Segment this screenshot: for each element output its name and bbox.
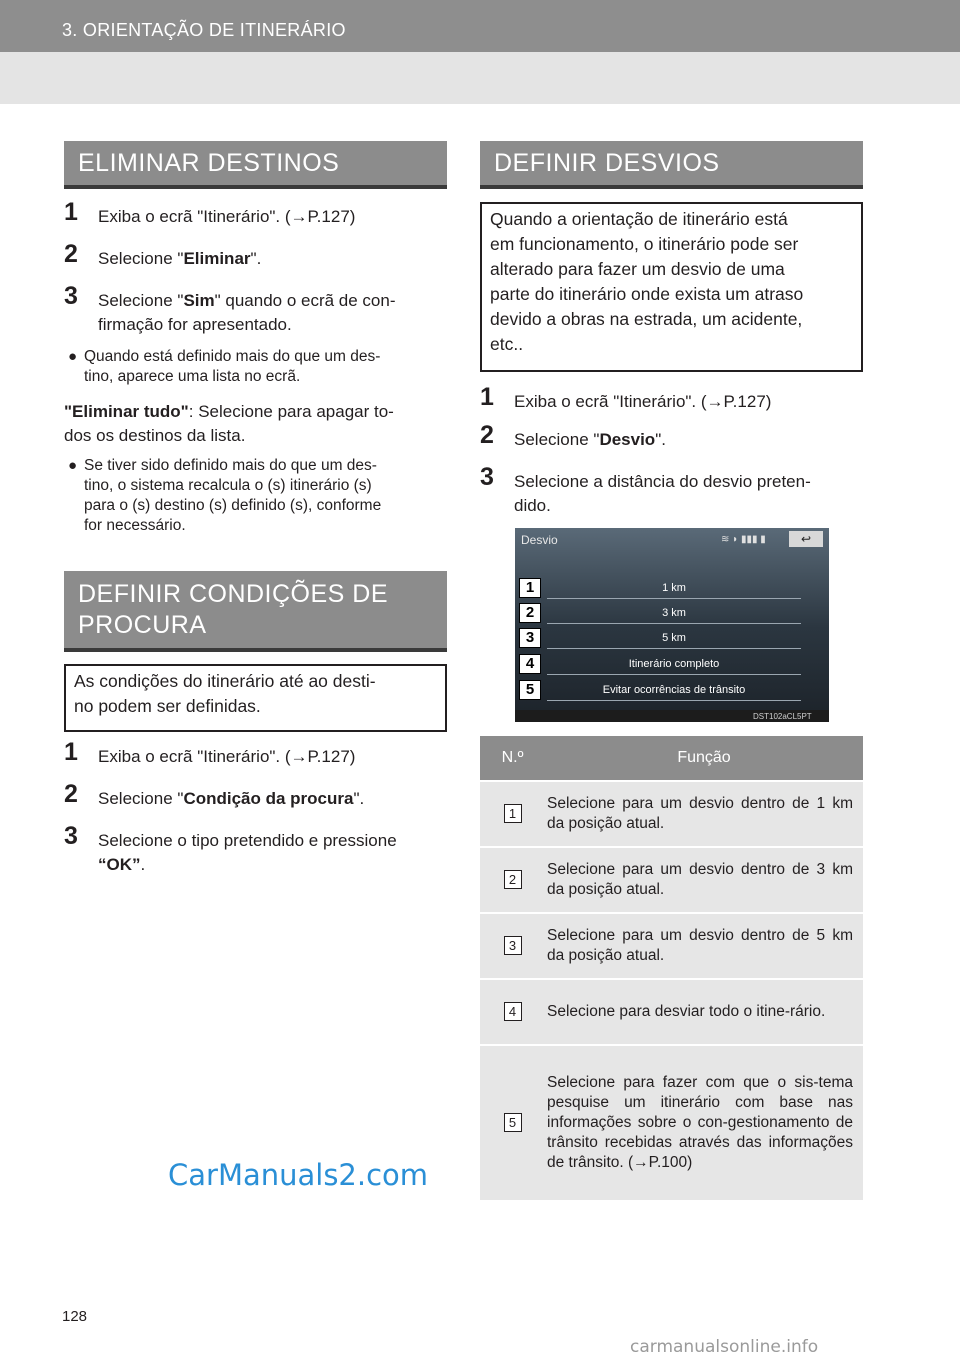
section-heading-definir-desvios: DEFINIR DESVIOS bbox=[480, 141, 863, 189]
row-number: 3 bbox=[504, 936, 522, 955]
callout-1: 1 bbox=[519, 578, 541, 598]
step-text: Exiba o ecrã "Itinerário". (→P.127) bbox=[98, 207, 356, 226]
status-icons: ≋ ◗ ▮▮▮ ▮ bbox=[721, 534, 766, 545]
column-header-function: Função bbox=[545, 736, 863, 780]
screen-title: Desvio bbox=[521, 533, 558, 547]
table-row bbox=[480, 1046, 863, 1200]
step-number: 2 bbox=[64, 240, 78, 268]
option-itinerario-completo[interactable]: Itinerário completo bbox=[547, 654, 801, 675]
step-number: 1 bbox=[64, 198, 78, 226]
detour-info-box: Quando a orientação de itinerário está em funcionamento, o itinerário pode ser alterado para fazer um desvio de uma parte do itinerário onde exista um atraso devido a obras na estrada, um acidente, etc.. bbox=[480, 202, 863, 372]
row-description: Selecione para um desvio dentro de 3 km da posição atual. bbox=[545, 848, 863, 912]
row-description: Selecione para um desvio dentro de 1 km da posição atual. bbox=[545, 782, 863, 846]
function-table bbox=[480, 734, 863, 1202]
callout-3: 3 bbox=[519, 628, 541, 648]
header-band bbox=[0, 52, 960, 104]
callout-4: 4 bbox=[519, 654, 541, 674]
watermark-carmanualsonline: carmanualsonline.info bbox=[630, 1337, 819, 1357]
eliminar-tudo-paragraph: "Eliminar tudo": Selecione para apagar to- dos os destinos da lista. bbox=[64, 402, 394, 445]
row-description: Selecione para um desvio dentro de 5 km da posição atual. bbox=[545, 914, 863, 978]
option-evitar-ocorrencias[interactable]: Evitar ocorrências de trânsito bbox=[547, 680, 801, 701]
step-number: 3 bbox=[64, 282, 78, 310]
step-text: Selecione "Sim" quando o ecrã de con- firmação for apresentado. bbox=[98, 291, 396, 334]
callout-5: 5 bbox=[519, 680, 541, 700]
section-heading-definir-condicoes: DEFINIR CONDIÇÕES DE PROCURA bbox=[64, 571, 447, 652]
chapter-header-bar bbox=[0, 0, 960, 52]
callout-2: 2 bbox=[519, 603, 541, 623]
chapter-title: 3. ORIENTAÇÃO DE ITINERÁRIO bbox=[62, 20, 346, 40]
detour-screen-illustration bbox=[515, 528, 829, 722]
table-header-row bbox=[480, 736, 863, 780]
row-description: Selecione para desviar todo o itine-rário. bbox=[545, 980, 863, 1044]
conditions-info-box: As condições do itinerário até ao desti- no podem ser definidas. bbox=[64, 664, 447, 732]
option-1km[interactable]: 1 km bbox=[547, 578, 801, 599]
bullet-icon: ● bbox=[68, 348, 78, 365]
option-5km[interactable]: 5 km bbox=[547, 628, 801, 649]
option-3km[interactable]: 3 km bbox=[547, 603, 801, 624]
bullet-icon: ● bbox=[68, 457, 78, 474]
table-row bbox=[480, 848, 863, 912]
step-text: Selecione "Eliminar". bbox=[98, 249, 262, 268]
row-description: Selecione para fazer com que o sis-tema pesquise um itinerário com base nas informações sobre o con-gestionamento de trânsito recebidas através das informações de trânsito. (→P.100) bbox=[545, 1046, 863, 1200]
row-number: 5 bbox=[504, 1113, 522, 1132]
watermark-carmanuals2: CarManuals2.com bbox=[168, 1158, 429, 1192]
table-row bbox=[480, 980, 863, 1044]
row-number: 4 bbox=[504, 1002, 522, 1021]
image-code: DST102aCL5PT bbox=[753, 712, 812, 721]
column-header-number: N.º bbox=[480, 736, 545, 780]
back-icon[interactable]: ↩ bbox=[789, 531, 823, 547]
section-title: ELIMINAR DESTINOS bbox=[78, 149, 340, 177]
table-row bbox=[480, 914, 863, 978]
table-row bbox=[480, 782, 863, 846]
row-number: 1 bbox=[504, 804, 522, 823]
section-heading-eliminar-destinos bbox=[64, 141, 447, 189]
page-number: 128 bbox=[62, 1308, 88, 1325]
row-number: 2 bbox=[504, 870, 522, 889]
